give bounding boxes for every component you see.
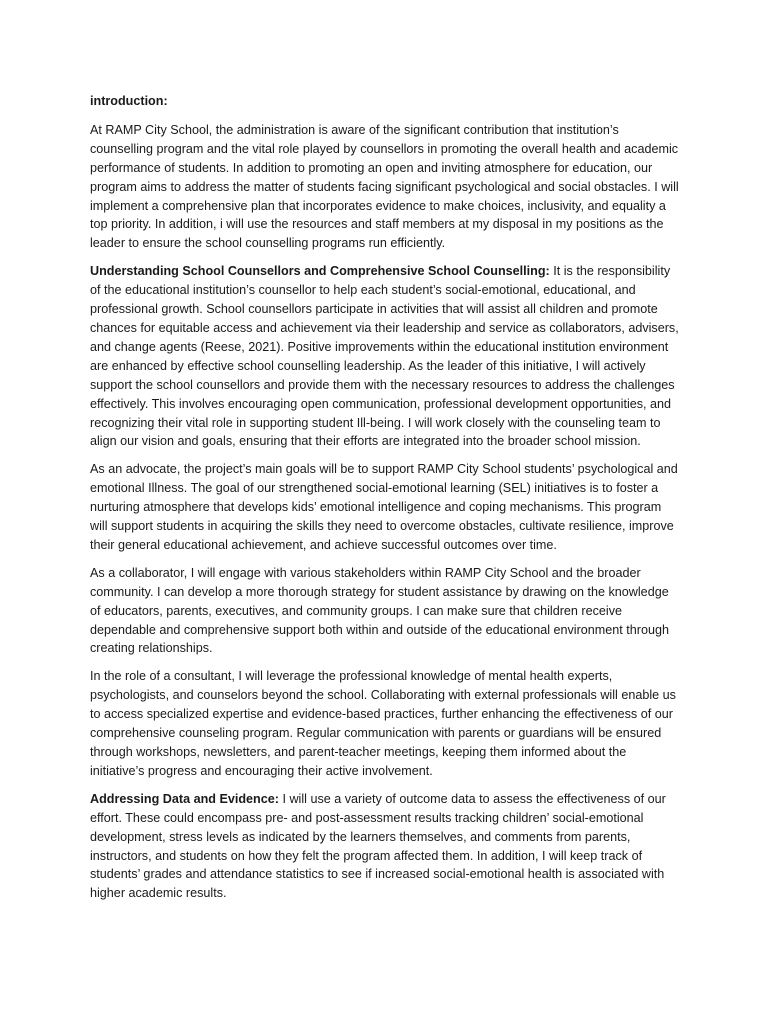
document-page [90, 92, 680, 912]
paragraph-text: In the role of a consultant, I will leverage the professional knowledge of mental health experts, psychologists, and counselors beyond the school. Collaborating with external professionals will enable us to access specialized expertise and evidence-based practices, further enhancing the effectiveness of our comprehensive counseling program. Regular communication with parents or guardians will be ensured through workshops, newsletters, and parent-teacher meetings, keeping them informed about the initiative’s progress and encouraging their active involvement. [90, 669, 676, 778]
paragraph-lead-heading: Understanding School Counsellors and Comprehensive School Counselling: [90, 264, 550, 279]
paragraph-data-evidence [90, 790, 680, 903]
paragraph-text: As a collaborator, I will engage with various stakeholders within RAMP City School and the broader community. I can develop a more thorough strategy for student assistance by drawing on the knowledge of educators, parents, executives, and community groups. I can make sure that children receive dependable and comprehensive support both within and outside of the educational environment through creating relationships. [90, 565, 670, 656]
paragraph-text: At RAMP City School, the administration is aware of the significant contribution that institution’s counselling program and the vital role played by counsellors in promoting the overall health and academic performance of students. In addition to promoting an open and inviting atmosphere for education, our program aims to address the matter of students facing significant psychological and social obstacles. I will implement a comprehensive plan that incorporates evidence to make choices, inclusivity, and equality a top priority. In addition, i will use the resources and staff members at my disposal in my positions as the leader to ensure the school counselling programs run efficiently. [90, 122, 679, 251]
paragraph-text: As an advocate, the project’s main goals will be to support RAMP City School students’ psychological and emotional Illness. The goal of our strengthened social-emotional learning (SEL) initiatives is to foster a nurturing atmosphere that develops kids’ emotional intelligence and coping mechanisms. This program will support students in acquiring the skills they need to overcome obstacles, cultivate resilience, improve their general educational achievement, and achieve successful outcomes over time. [90, 462, 678, 552]
paragraph-lead-heading: Addressing Data and Evidence: [90, 791, 279, 806]
section-heading: introduction: [90, 94, 168, 108]
paragraph-advocate [90, 460, 680, 555]
paragraph-text: I will use a variety of outcome data to assess the effectiveness of our effort. These could encompass pre- and post-assessment results tracking children’ social-emotional development, stress levels as indicated by the learners themselves, and comments from parents, instructors, and students on how they felt the program affected them. In addition, I will keep track of students’ grades and attendance statistics to see if increased social-emotional health is associated with higher academic results. [90, 791, 666, 901]
paragraph-introduction [90, 121, 680, 253]
paragraph-collaborator [90, 564, 680, 659]
paragraph-consultant [90, 667, 680, 780]
paragraph-understanding-counsellors [90, 262, 680, 451]
paragraph-text: It is the responsibility of the educational institution’s counsellor to help each student’s social-emotional, educational, and professional growth. School counsellors participate in activities that will assist all children and promote chances for equitable access and achievement via their leadership and service as collaborators, advisers, and change agents (Reese, 2021). Positive improvements within the educational institution environment are enhanced by effective school counselling leadership. As the leader of this initiative, I will actively support the school counsellors and provide them with the necessary resources to address the challenges effectively. This involves encouraging open communication, professional development opportunities, and recognizing their vital role in supporting student Ill-being. I will work closely with the counseling team to align our vision and goals, ensuring that their efforts are integrated into the broader school mission. [90, 264, 679, 449]
